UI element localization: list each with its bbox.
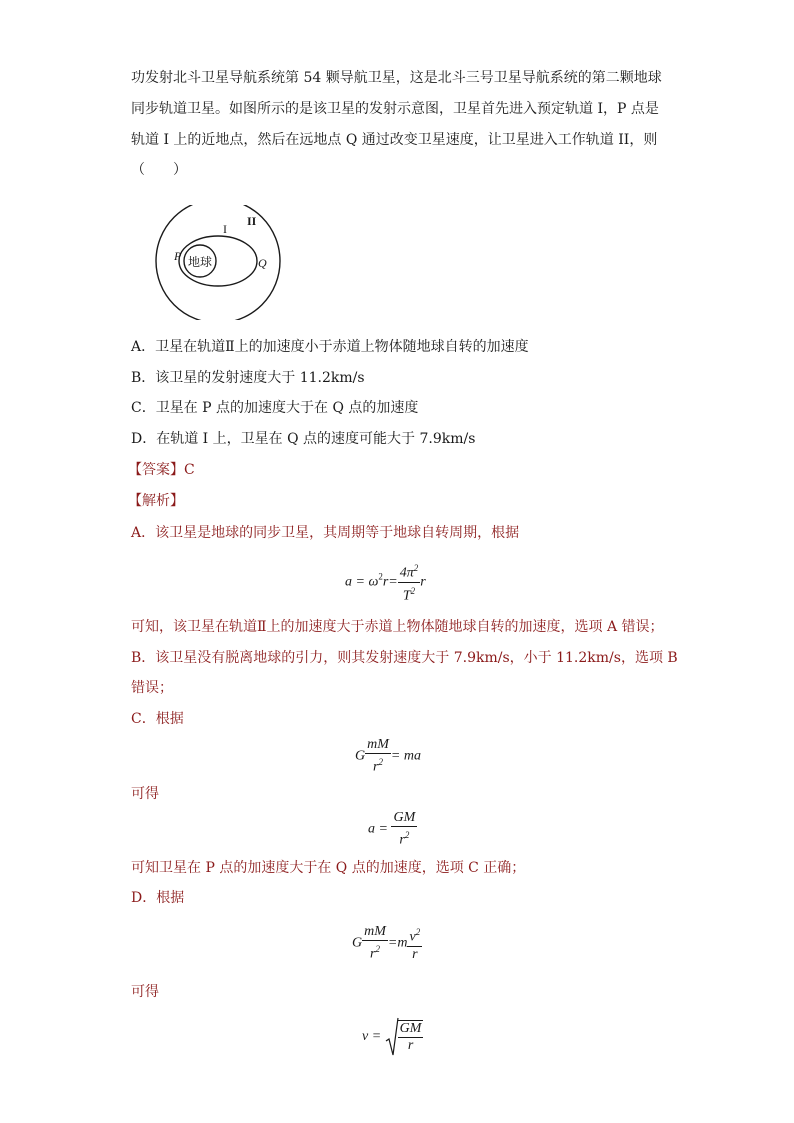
sqrt-sign xyxy=(385,1017,399,1057)
formula-5-num: GM xyxy=(399,1021,422,1036)
analysis-b-line-2: 错误； xyxy=(131,680,173,696)
formula-5-den: r xyxy=(407,1038,414,1053)
question-line-3: 轨道 I 上的近地点，然后在远地点 Q 通过改变卫星速度，让卫星进入工作轨道 II，则 xyxy=(131,132,658,148)
formula-1-exp: 2 xyxy=(378,571,383,582)
analysis-a-line-2: 可知，该卫星在轨道Ⅱ上的加速度大于赤道上物体随地球自转的加速度，选项 A 错误； xyxy=(131,619,664,635)
formula-5-fraction xyxy=(398,1020,424,1054)
question-blank: （ ） xyxy=(131,162,187,178)
analysis-d-line-1: D．根据 xyxy=(131,890,185,906)
formula-2-num: mM xyxy=(367,737,389,752)
sqrt-sign-stroke xyxy=(386,1018,398,1055)
formula-5-sqrt xyxy=(385,1017,424,1057)
formula-4-num-2-exp: 2 xyxy=(415,927,421,937)
earth-label: 地球 xyxy=(187,255,213,269)
formula-5 xyxy=(362,1017,423,1057)
formula-4-den: r xyxy=(370,946,376,962)
formula-1-num-exp: 2 xyxy=(413,563,419,573)
formula-1-r: r= xyxy=(382,574,398,590)
answer-label: 【答案】C xyxy=(128,462,195,478)
orbit-1-label: I xyxy=(223,222,227,236)
formula-2 xyxy=(355,737,421,776)
point-p-label: P xyxy=(174,249,182,263)
question-line-1: 功发射北斗卫星导航系统第 54 颗导航卫星，这是北斗三号卫星导航系统的第二颗地球 xyxy=(131,70,662,86)
formula-4 xyxy=(352,924,422,963)
formula-2-rhs: = ma xyxy=(390,748,421,764)
analysis-c-line-2: 可得 xyxy=(131,786,159,802)
option-b: B．该卫星的发射速度大于 11.2km/s xyxy=(131,370,365,386)
analysis-b-line-1: B．该卫星没有脱离地球的引力，则其发射速度大于 7.9km/s，小于 11.2km/s，选项 B xyxy=(131,650,678,666)
formula-2-fraction xyxy=(365,737,391,776)
formula-3-num: GM xyxy=(393,810,416,825)
formula-1-den-exp: 2 xyxy=(410,585,416,596)
orbit-diagram xyxy=(140,205,290,320)
formula-4-fraction-1 xyxy=(362,924,388,963)
point-q-label: Q xyxy=(258,256,267,270)
formula-2-g: G xyxy=(355,748,366,764)
formula-3-lhs: a = xyxy=(368,821,388,837)
formula-4-num-2: v xyxy=(409,929,416,945)
analysis-d-line-2: 可得 xyxy=(131,984,159,1000)
orbit-2-label: II xyxy=(247,214,257,228)
formula-4-num: mM xyxy=(364,924,386,939)
formula-2-den: r xyxy=(373,759,379,775)
formula-4-den-2: r xyxy=(412,946,418,962)
formula-1-tail: r xyxy=(420,574,426,590)
formula-4-fraction-2 xyxy=(407,924,422,963)
formula-1-fraction xyxy=(398,560,421,604)
analysis-c-line-1: C．根据 xyxy=(131,711,184,727)
formula-3 xyxy=(368,810,417,849)
analysis-title: 【解析】 xyxy=(128,493,184,509)
formula-4-g: G xyxy=(352,935,363,951)
formula-3-den-exp: 2 xyxy=(404,830,410,840)
formula-1-lhs: a = ω xyxy=(345,574,379,590)
formula-5-lhs: v = xyxy=(362,1029,382,1044)
question-line-2: 同步轨道卫星。如图所示的是该卫星的发射示意图，卫星首先进入预定轨道 I，P 点是 xyxy=(131,101,659,117)
analysis-a-line-1: A．该卫星是地球的同步卫星，其周期等于地球自转周期，根据 xyxy=(131,525,520,541)
formula-1-den: T xyxy=(402,588,411,604)
option-c: C．卫星在 P 点的加速度大于在 Q 点的加速度 xyxy=(131,400,419,416)
formula-1 xyxy=(345,560,426,604)
formula-4-mid: =m xyxy=(387,935,408,951)
formula-1-num: 4π xyxy=(399,565,414,581)
formula-3-fraction xyxy=(391,810,417,849)
option-d: D．在轨道 I 上，卫星在 Q 点的速度可能大于 7.9km/s xyxy=(131,431,476,447)
option-a: A．卫星在轨道Ⅱ上的加速度小于赤道上物体随地球自转的加速度 xyxy=(131,339,529,355)
formula-2-den-exp: 2 xyxy=(378,757,383,767)
formula-3-den: r xyxy=(399,832,405,848)
formula-4-den-exp: 2 xyxy=(375,944,380,954)
analysis-c-line-3: 可知卫星在 P 点的加速度大于在 Q 点的加速度，选项 C 正确； xyxy=(131,860,526,876)
